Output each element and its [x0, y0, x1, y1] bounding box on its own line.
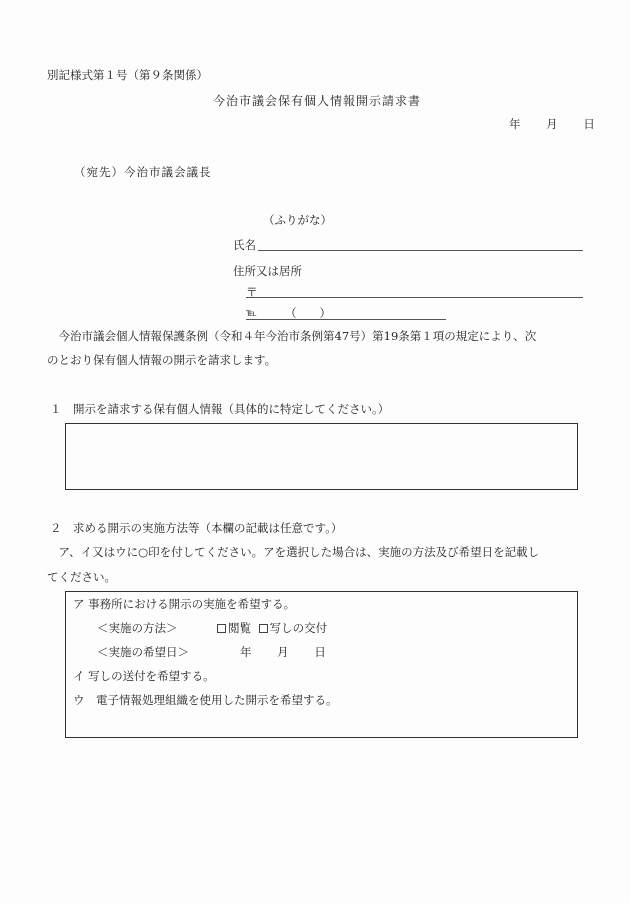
- postal-mark: 〒: [246, 285, 258, 299]
- request-date: [509, 117, 595, 131]
- checkbox-icon[interactable]: [217, 624, 226, 633]
- preferred-date-label: ＜実施の希望日＞: [97, 645, 189, 659]
- section1-heading: １ 開示を請求する保有個人情報（具体的に特定してください。）: [50, 402, 390, 416]
- section2-instruction-line-2: てください。: [47, 570, 116, 584]
- preferred-date-month: 月: [277, 645, 289, 659]
- form-number: 別記様式第１号（第９条関係）: [47, 68, 208, 82]
- option-i-send-copy[interactable]: イ 写しの送付を希望する。: [73, 669, 215, 683]
- preferred-date-day: 日: [314, 645, 326, 659]
- intro-line-2: のとおり保有個人情報の開示を請求します。: [47, 353, 277, 367]
- name-label: 氏名: [233, 238, 256, 252]
- intro-line-1: 今治市議会個人情報保護条例（令和４年今治市条例第47号）第19条第１項の規定により、次: [47, 329, 537, 343]
- checkbox-icon[interactable]: [259, 624, 268, 633]
- date-year-label: 年: [509, 117, 521, 131]
- disclosure-method-box: [65, 591, 578, 738]
- date-month-label: 月: [546, 117, 558, 131]
- method-options: [217, 621, 327, 635]
- preferred-date-year: 年: [240, 645, 252, 659]
- section2-heading: ２ 求める開示の実施方法等（本欄の記載は任意です。）: [50, 521, 343, 535]
- tel-mark: ℡: [246, 308, 257, 319]
- tel-area-code-paren: （ ）: [285, 306, 331, 320]
- option-u-electronic-disclosure[interactable]: ウ 電子情報処理組織を使用した開示を希望する。: [73, 693, 338, 707]
- option-a-office-disclosure[interactable]: ア 事務所における開示の実施を希望する。: [73, 597, 296, 611]
- requested-info-box[interactable]: [65, 423, 578, 490]
- preferred-date[interactable]: [240, 645, 326, 659]
- tel-field[interactable]: [246, 319, 446, 320]
- addressee: （宛先）今治市議会議長: [74, 165, 212, 179]
- method-option-view[interactable]: 閲覧: [217, 621, 251, 635]
- requested-info-input[interactable]: [66, 424, 581, 493]
- date-day-label: 日: [583, 117, 595, 131]
- document-title: 今治市議会保有個人情報開示請求書: [213, 94, 422, 108]
- section2-instruction-line-1: ア、イ又はウに○印を付してください。アを選択した場合は、実施の方法及び希望日を記載し: [47, 545, 540, 559]
- address-label: 住所又は居所: [233, 264, 302, 278]
- furigana-label: （ふりがな）: [263, 213, 332, 227]
- method-label: ＜実施の方法＞: [97, 621, 178, 635]
- method-option-copy[interactable]: 写しの交付: [259, 621, 328, 635]
- address-field[interactable]: [246, 297, 583, 298]
- name-field[interactable]: [258, 250, 583, 251]
